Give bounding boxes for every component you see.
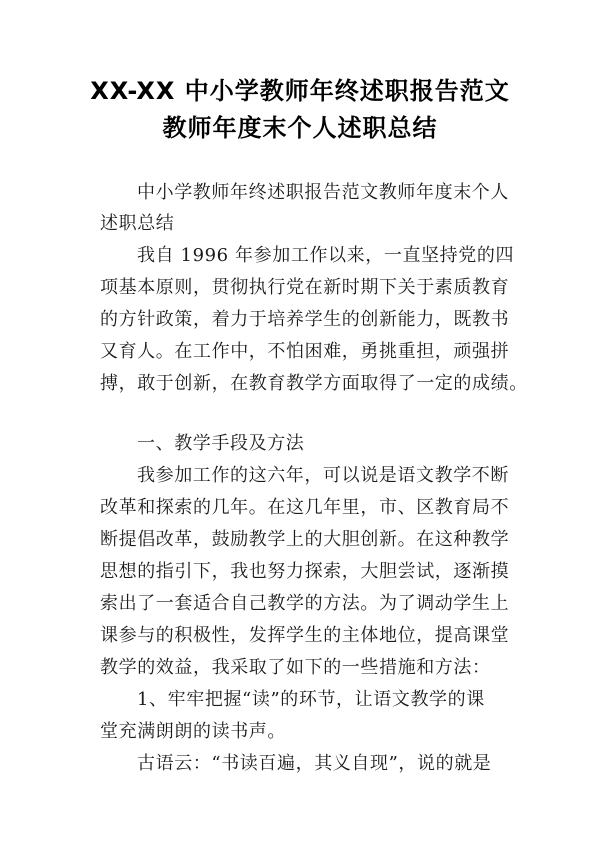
paragraph-2-line-1: 我参加工作的这六年，可以说是语文教学不断	[137, 465, 509, 486]
paragraph-1-line-3: 的方针政策，着力于培养学生的创新能力，既教书	[100, 309, 510, 330]
paragraph-2-line-3: 断提倡改革，鼓励教学上的大胆创新。在这种教学	[100, 529, 510, 550]
paragraph-1-line-4: 又育人。在工作中，不怕困难，勇挑重担，顽强拼	[100, 341, 510, 362]
paragraph-3-line-1: 古语云：“书读百遍，其义自现”，说的就是	[137, 753, 492, 774]
paragraph-2-line-5: 索出了一套适合自己教学的方法。为了调动学生上	[100, 593, 510, 614]
list-item-1-line-1: 1、牢牢把握“读”的环节，让语文教学的课	[137, 689, 485, 710]
intro-text-line-1: 中小学教师年终述职报告范文教师年度末个人	[137, 182, 509, 203]
intro-text-line-2: 述职总结	[100, 213, 175, 234]
paragraph-1-line-1: 我自 1996 年参加工作以来，一直坚持党的四	[137, 245, 515, 266]
document-title-line-1: XX-XX 中小学教师年终述职报告范文	[90, 77, 510, 105]
paragraph-2-line-2: 改革和探索的几年。在这几年里，市、区教育局不	[100, 497, 510, 518]
section-1-heading: 一、教学手段及方法	[137, 433, 305, 454]
paragraph-1-line-2: 项基本原则，贯彻执行党在新时期下关于素质教育	[100, 277, 510, 298]
paragraph-1-line-5: 搏，敢于创新，在教育教学方面取得了一定的成绩。	[100, 373, 528, 394]
paragraph-2-line-4: 思想的指引下，我也努力探索，大胆尝试，逐渐摸	[100, 561, 510, 582]
paragraph-2-line-6: 课参与的积极性，发挥学生的主体地位，提高课堂	[100, 625, 510, 646]
paragraph-2-line-7: 教学的效益，我采取了如下的一些措施和方法：	[100, 657, 491, 678]
document-title-line-2: 教师年度末个人述职总结	[162, 114, 438, 142]
list-item-1-line-2: 堂充满朗朗的读书声。	[100, 721, 286, 742]
